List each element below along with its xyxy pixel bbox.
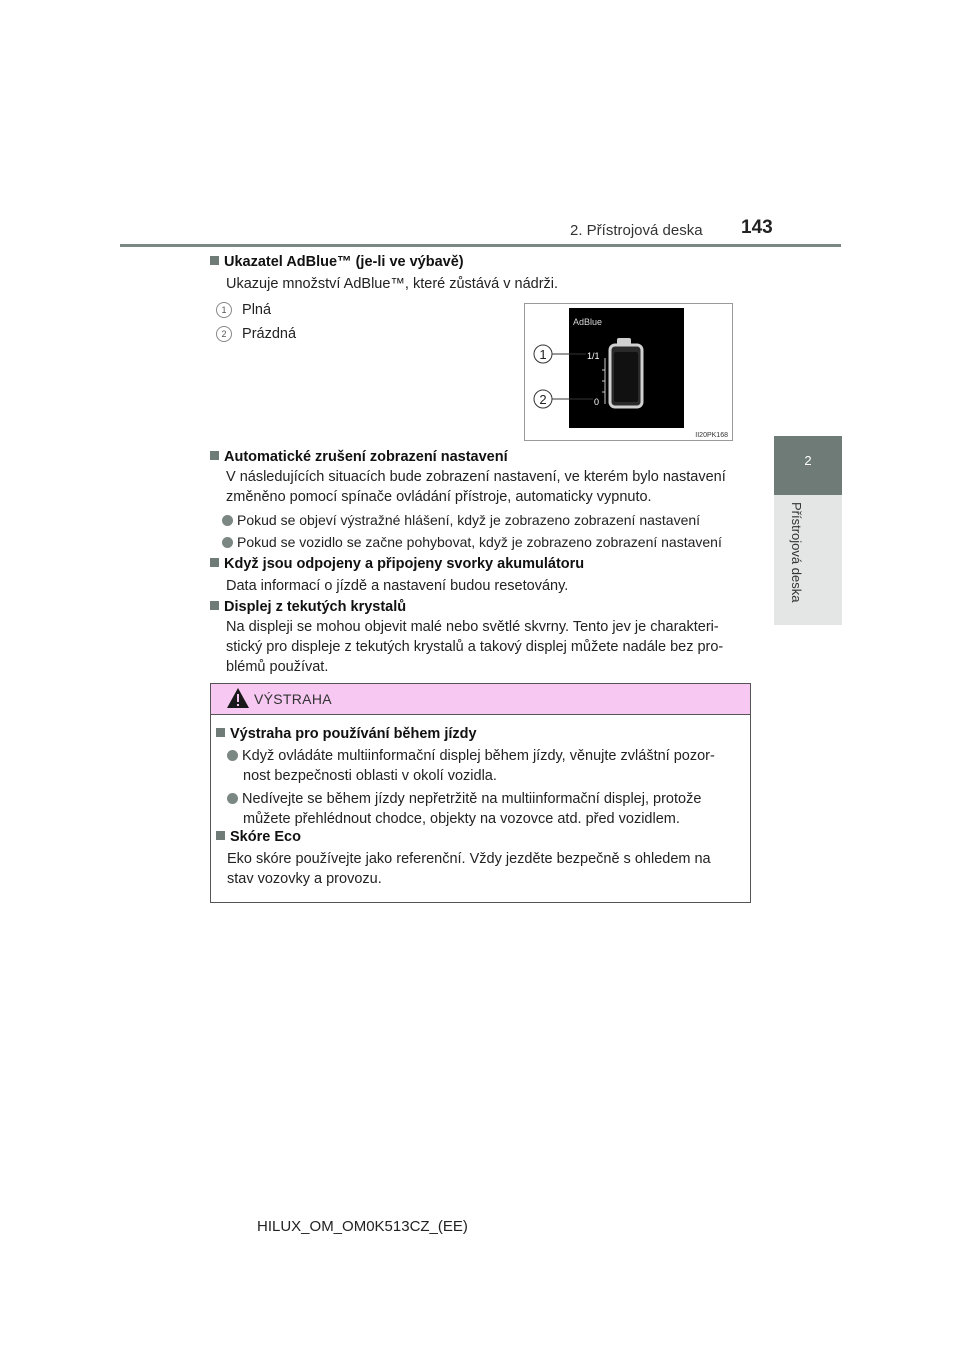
callout-number: 1 [216, 302, 232, 318]
square-bullet-icon [216, 831, 225, 840]
gauge-title: AdBlue [573, 317, 603, 327]
callout-2-label: 2 [539, 392, 547, 407]
section-heading-adblue: Ukazatel AdBlue™ (je-li ve výbavě) [210, 254, 464, 270]
adblue-gauge-figure [524, 303, 733, 441]
round-bullet-icon [222, 537, 233, 548]
warning-header [211, 684, 750, 715]
warning-heading-eco: Skóre Eco [216, 829, 301, 845]
section-heading-auto-cancel: Automatické zrušení zobrazení nastavení [210, 449, 508, 465]
gauge-empty-label: 0 [594, 397, 600, 407]
legend-item-2 [216, 324, 296, 344]
document-code: HILUX_OM_OM0K513CZ_(EE) [257, 1218, 468, 1235]
section-title: 2. Přístrojová deska [570, 222, 703, 239]
warning-bullet: Nedívejte se během jízdy nepřetržitě na multiinformační displej, protože můžete přehlédnout chodce, objekty na vozovce atd. před vozidlem. [227, 789, 743, 829]
round-bullet-icon [222, 515, 233, 526]
round-bullet-icon [227, 793, 238, 804]
callout-1-label: 1 [539, 347, 547, 362]
legend-label: Prázdná [242, 326, 297, 342]
list-item: Pokud se vozidlo se začne pohybovat, když je zobrazeno zobrazení nastavení [222, 532, 722, 552]
section-text-battery: Data informací o jízdě a nastavení budou resetovány. [226, 578, 569, 594]
gauge-full-label: 1/1 [587, 351, 600, 361]
chapter-tab-label: Přístrojová deska [789, 502, 804, 603]
section-heading-battery: Když jsou odpojeny a připojeny svorky akumulátoru [210, 556, 584, 572]
figure-code: II20PK168 [695, 432, 728, 439]
warning-box [210, 683, 751, 903]
square-bullet-icon [210, 601, 219, 610]
legend-item-1 [216, 300, 271, 320]
callout-number: 2 [216, 326, 232, 342]
page-number: 143 [741, 217, 773, 238]
list-item: Pokud se objeví výstražné hlášení, když je zobrazeno zobrazení nastavení [222, 510, 700, 530]
square-bullet-icon [210, 451, 219, 460]
square-bullet-icon [210, 558, 219, 567]
section-text-lcd: Na displeji se mohou objevit malé nebo světlé skvrny. Tento jev je charakteri- stický pro displeje z tekutých krystalů a takový displej můžete nadále bez pro- blémů používat. [226, 619, 724, 675]
warning-text-eco: Eko skóre používejte jako referenční. Vždy jezděte bezpečně s ohledem na stav vozovky a provozu. [227, 851, 711, 887]
warning-heading-driving: Výstraha pro používání během jízdy [216, 726, 477, 742]
round-bullet-icon [227, 750, 238, 761]
legend-label: Plná [242, 302, 272, 318]
square-bullet-icon [210, 256, 219, 265]
chapter-tab-number: 2 [774, 436, 842, 495]
callout-lines [525, 304, 732, 440]
square-bullet-icon [216, 728, 225, 737]
warning-bullet: Když ovládáte multiinformační displej během jízdy, věnujte zvláštní pozor- nost bezpečnosti oblasti v okolí vozidla. [227, 746, 743, 786]
header-rule [120, 244, 841, 247]
section-heading-lcd: Displej z tekutých krystalů [210, 599, 406, 615]
section-text-auto-cancel: V následujících situacích bude zobrazení nastavení, ve kterém bylo nastavení změněno pomocí spínače ovládání přístroje, automaticky vypnuto. [226, 469, 726, 505]
warning-triangle-icon [226, 687, 250, 709]
section-text-adblue: Ukazuje množství AdBlue™, které zůstává v nádrži. [226, 276, 559, 292]
warning-title: VÝSTRAHA [254, 691, 332, 707]
